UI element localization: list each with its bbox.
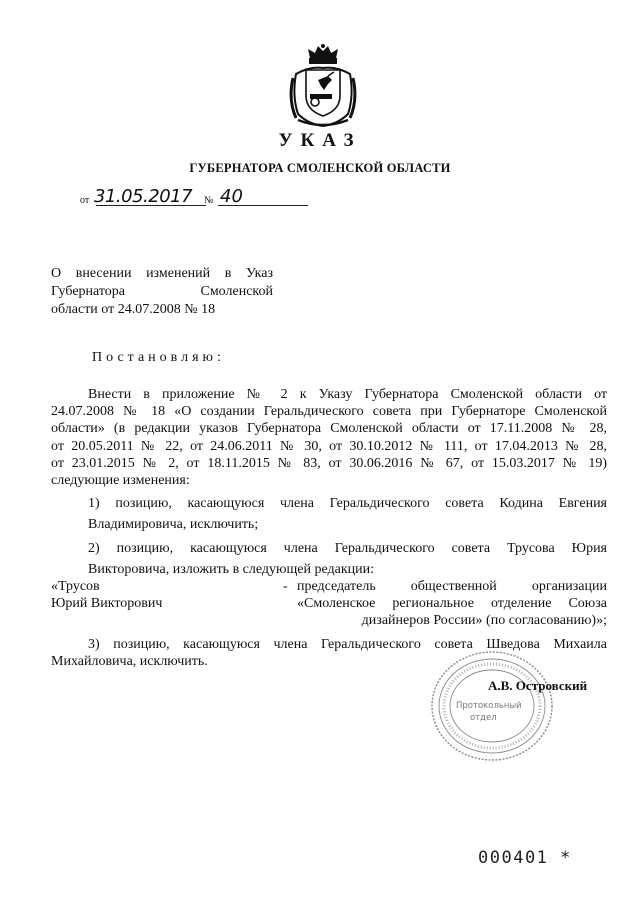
subject-line: О внесении изменений в Указ	[51, 266, 273, 281]
list-item-1: 1) позицию, касающуюся члена Геральдического совета Кодина Евгения	[88, 496, 607, 512]
member-position-line: дизайнеров России» (по согласованию)»;	[361, 613, 607, 629]
document-body	[51, 386, 607, 670]
date-number-line	[80, 186, 320, 208]
body-line: от 20.05.2011 № 22, от 24.06.2011 № 30, от 30.10.2012 № 111, от 17.04.2013 № 28,	[51, 438, 607, 454]
handwritten-number: 40	[220, 186, 243, 207]
date-underline	[96, 205, 206, 206]
document-title: УКАЗ	[278, 130, 362, 151]
crown-icon	[308, 44, 338, 64]
stamp-text: отдел	[470, 713, 497, 723]
document-subject	[51, 265, 273, 319]
list-item-3-cont: Михайловича, исключить.	[51, 654, 208, 670]
number-underline	[218, 205, 308, 206]
date-prefix: от	[80, 195, 90, 206]
serial-number: 000401 *	[478, 848, 572, 868]
official-seal-stamp	[428, 646, 556, 764]
member-position-line: председатель общественной организации	[297, 579, 607, 595]
list-item-2-cont: Викторовича, изложить в следующей редакции:	[88, 561, 375, 577]
coat-of-arms-emblem	[288, 44, 358, 128]
body-line: следующие изменения:	[51, 473, 190, 489]
resolve-heading: Постановляю:	[92, 350, 225, 365]
document-subtitle: ГУБЕРНАТОРА СМОЛЕНСКОЙ ОБЛАСТИ	[189, 161, 451, 175]
member-position	[297, 578, 607, 630]
subject-line: Губернатора Смоленской	[51, 284, 273, 299]
stamp-text: Протокольный	[456, 701, 522, 711]
member-table	[51, 578, 607, 630]
member-name-line: Юрий Викторович	[51, 596, 163, 612]
number-prefix: №	[204, 195, 214, 206]
table-dash: -	[283, 579, 288, 595]
list-item-1-cont: Владимировича, исключить;	[88, 517, 259, 533]
member-position-line: «Смоленское региональное отделение Союза	[297, 596, 607, 612]
list-item-2: 2) позицию, касающуюся члена Геральдического совета Трусова Юрия	[88, 540, 607, 556]
handwritten-date: 31.05.2017	[94, 186, 193, 207]
member-name	[51, 578, 281, 612]
member-name-line: «Трусов	[51, 579, 100, 595]
body-line: Внести в приложение № 2 к Указу Губернатора Смоленской области от	[88, 387, 607, 402]
list-item-3: 3) позицию, касающуюся члена Геральдического совета Шведова Михаила	[88, 637, 607, 653]
subject-line: области от 24.07.2008 № 18	[51, 302, 216, 317]
body-line: области» (в редакции указов Губернатора Смоленской области от 17.11.2008 № 28,	[51, 421, 607, 437]
signatory-name: А.В. Островский	[488, 678, 588, 693]
body-line: от 23.01.2015 № 2, от 18.11.2015 № 83, от 30.06.2016 № 67, от 15.03.2017 № 19)	[51, 455, 607, 471]
body-line: 24.07.2008 № 18 «О создании Геральдического совета при Губернаторе Смоленской	[51, 404, 607, 420]
